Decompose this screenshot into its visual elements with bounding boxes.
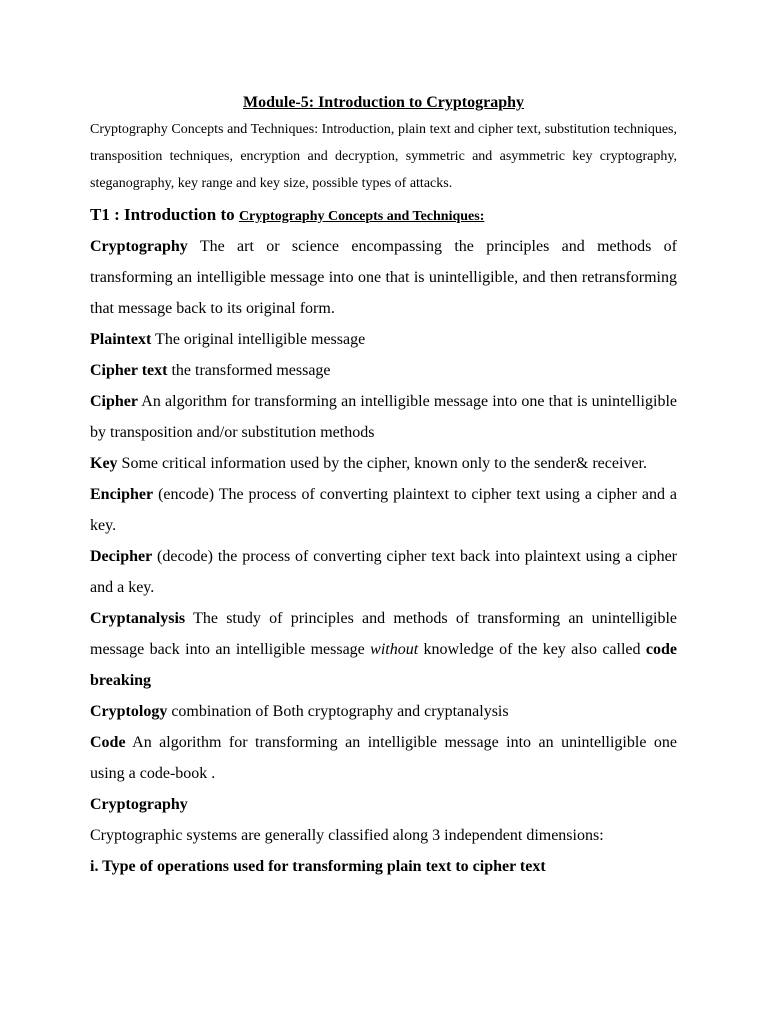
definition-term: Cryptography (90, 238, 188, 255)
definition-term: Cipher (90, 393, 138, 410)
definition-text: The art or science encompassing the principles and methods of transforming an intelligible message into one that is unintelligible, and then retransforming that message back to its original form. (90, 238, 677, 317)
definition-plaintext (90, 324, 677, 355)
definition-decipher (90, 541, 677, 603)
definition-cipher (90, 386, 677, 448)
definition-text: An algorithm for transforming an intelligible message into an unintelligible one using a code-book . (90, 734, 677, 782)
code-breaking-term: code breaking (90, 641, 677, 689)
definition-term: Cryptology (90, 703, 168, 720)
definition-text: combination of Both cryptography and cryptanalysis (167, 703, 509, 720)
section-heading-prefix: T1 : Introduction to (90, 205, 239, 224)
definition-text: (decode) the process of converting cipher text back into plaintext using a cipher and a key. (90, 548, 677, 596)
definition-text-cont: knowledge of the key also called (418, 641, 646, 658)
definition-encipher (90, 479, 677, 541)
page-title: Module-5: Introduction to Cryptography (242, 94, 525, 111)
definition-term: Key (90, 455, 118, 472)
document-page (90, 92, 677, 882)
definition-term: Cipher text (90, 362, 168, 379)
classification-intro: Cryptographic systems are generally classified along 3 independent dimensions: (90, 827, 604, 844)
definition-text: (encode) The process of converting plaintext to cipher text using a cipher and a key. (90, 486, 677, 534)
definition-cryptology (90, 696, 677, 727)
definition-text: the transformed message (167, 362, 331, 379)
definition-text: Some critical information used by the cipher, known only to the sender& receiver. (117, 455, 647, 472)
definition-term: Plaintext (90, 331, 152, 348)
cryptography-subheading (90, 789, 677, 820)
definition-code (90, 727, 677, 789)
definition-cipher-text (90, 355, 677, 386)
section-heading (90, 201, 677, 231)
subheading-text: Cryptography (90, 796, 188, 813)
definition-term: Decipher (90, 548, 153, 565)
definition-text: The study of principles and methods of transforming an unintelligible message back into an intelligible message (90, 610, 677, 658)
point-i (90, 851, 677, 882)
definition-cryptography (90, 231, 677, 324)
emphasis-without: without (370, 641, 419, 658)
definition-cryptanalysis (90, 603, 677, 696)
definition-term: Encipher (90, 486, 154, 503)
definition-term: Cryptanalysis (90, 610, 186, 627)
definition-term: Code (90, 734, 126, 751)
section-heading-suffix: Cryptography Concepts and Techniques: (238, 209, 485, 224)
point-i-text: i. Type of operations used for transforming plain text to cipher text (90, 858, 546, 875)
definition-text: An algorithm for transforming an intelligible message into one that is unintelligible by transposition and/or substitution methods (90, 393, 677, 441)
module-summary: Cryptography Concepts and Techniques: Introduction, plain text and cipher text, substitution techniques, transposition techniques, encryption and decryption, symmetric and asymmetric key cryptography, steganography, key range and key size, possible types of attacks. (90, 122, 677, 191)
definition-text: The original intelligible message (151, 331, 366, 348)
definition-key (90, 448, 677, 479)
